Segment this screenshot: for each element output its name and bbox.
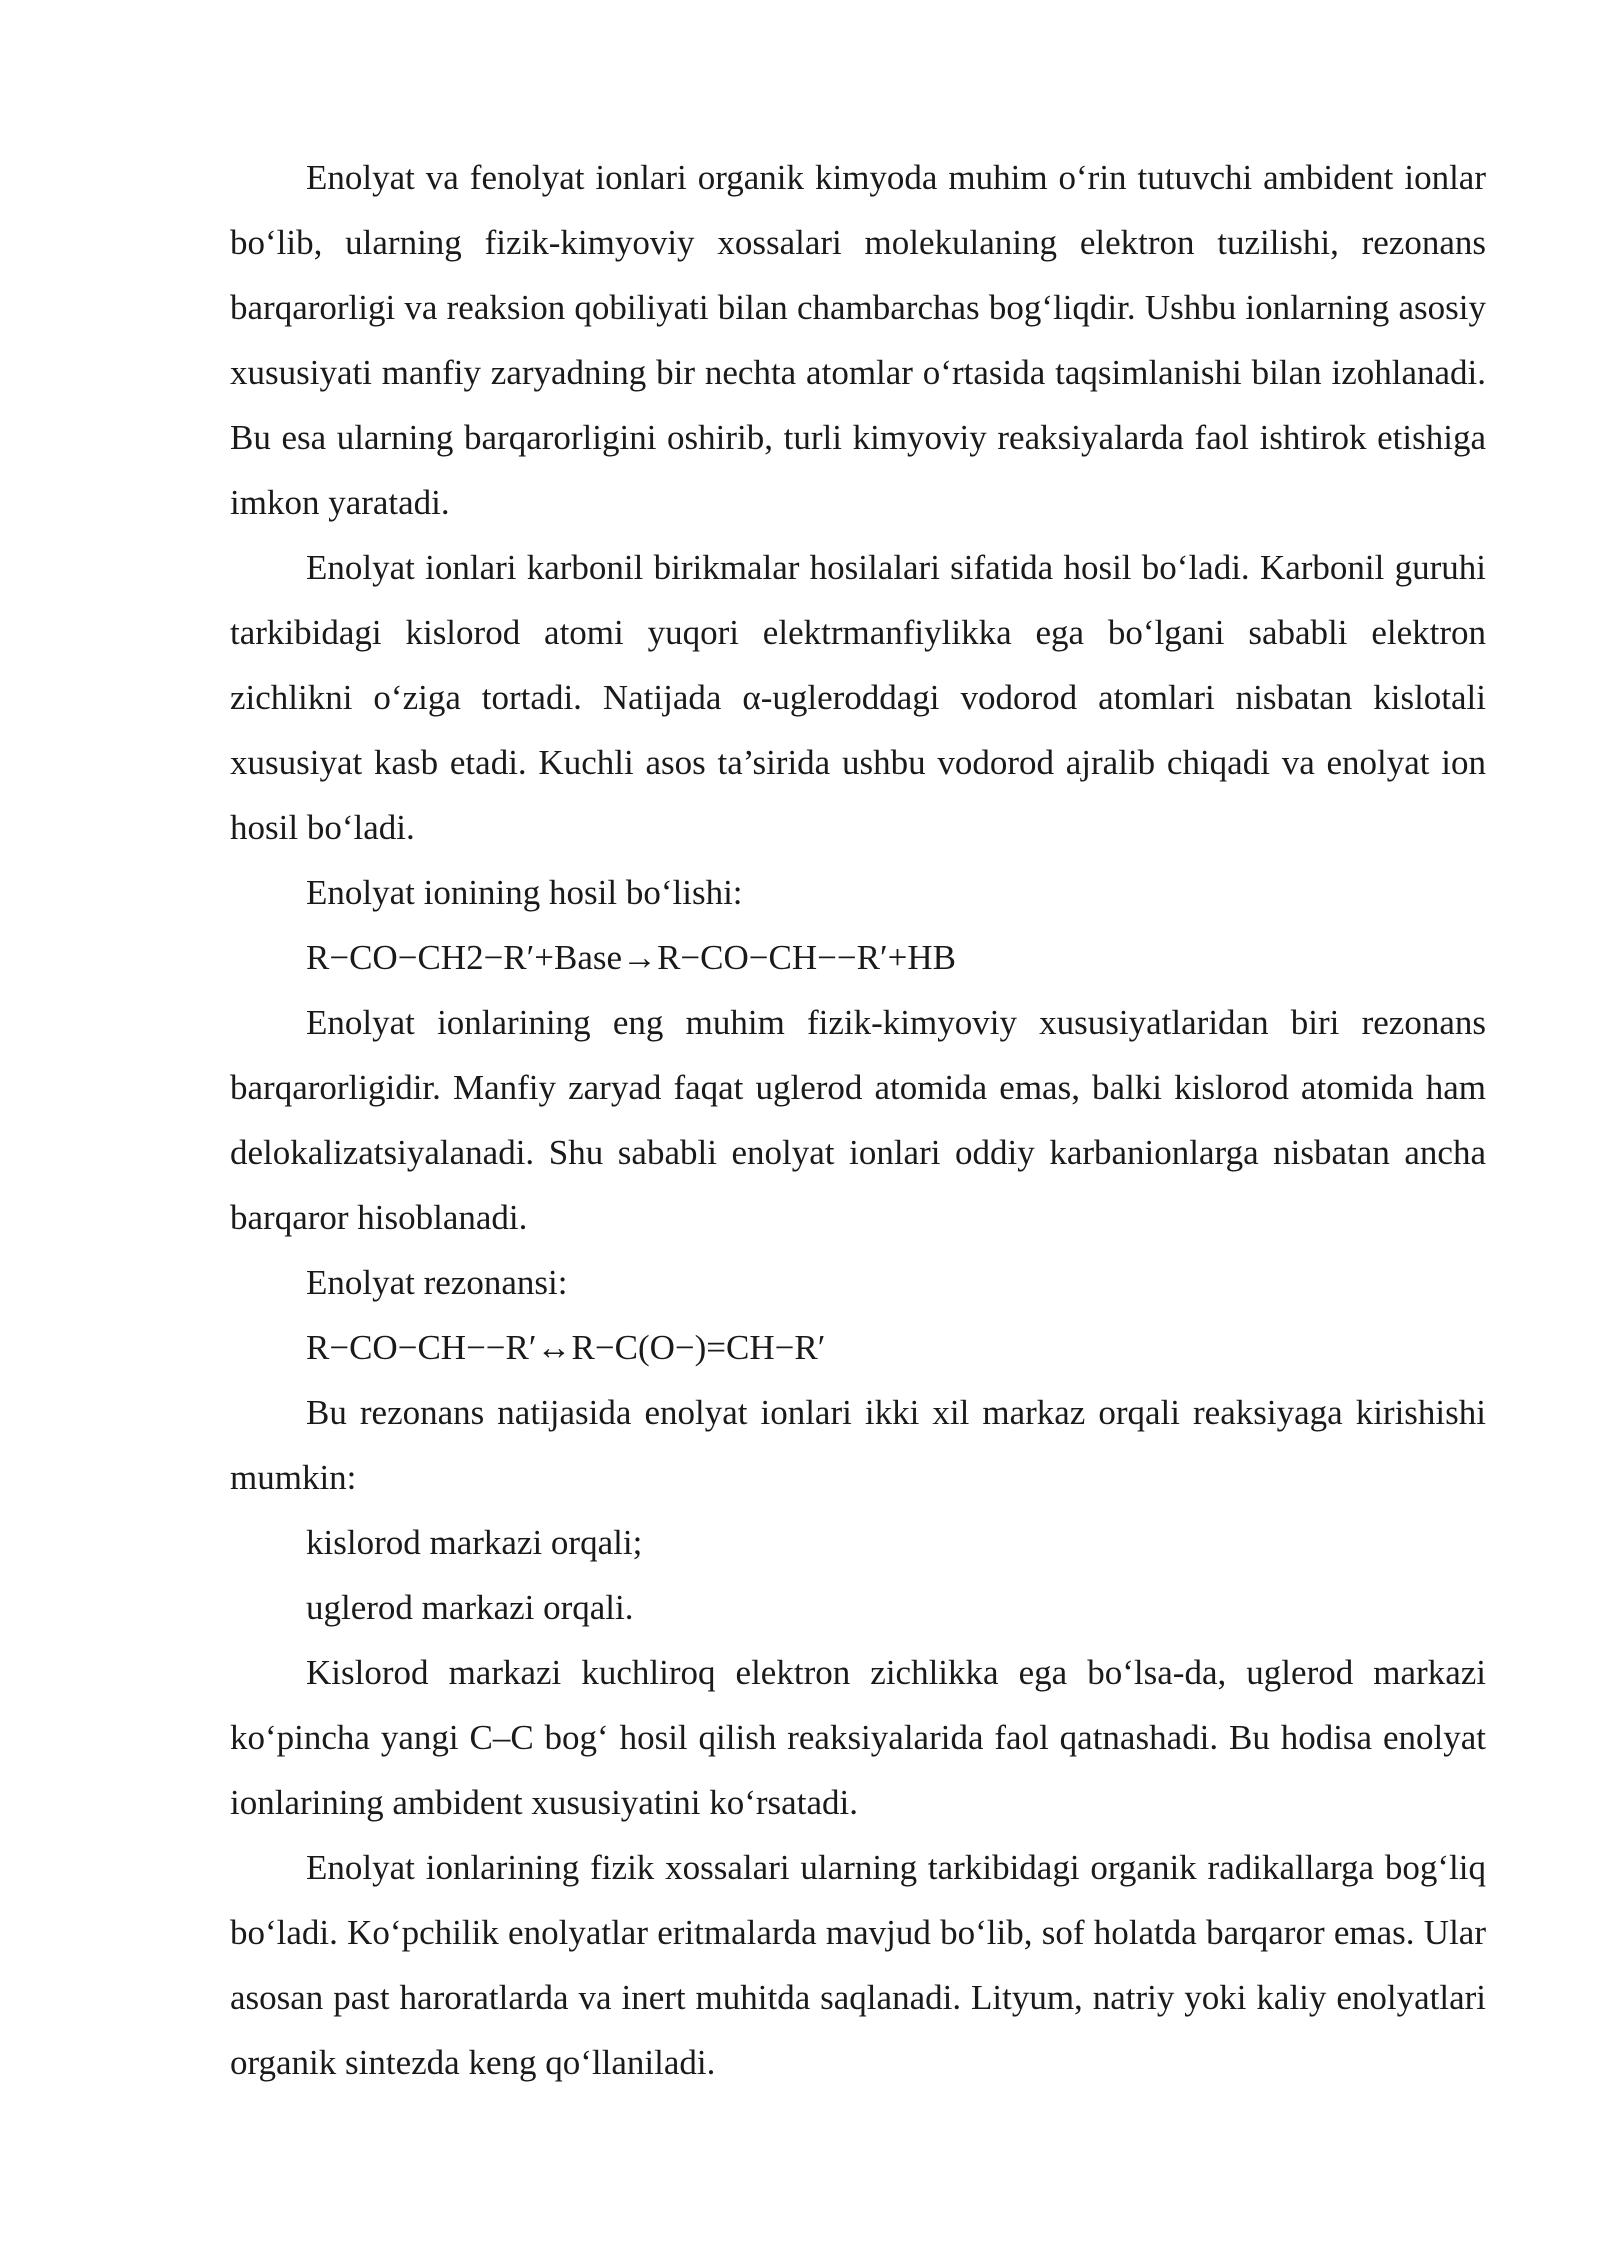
heading-enolate-formation: Enolyat ionining hosil bo‘lishi: [306,873,743,912]
document-body [230,145,1486,2095]
list-item-carbon-center: uglerod markazi orqali. [306,1588,634,1627]
paragraph-physical-properties: Enolyat ionlarining fizik xossalari ularning tarkibidagi organik radikallarga bog‘liq bo‘ladi. Ko‘pchilik enolyatlar eritmalarda mavjud bo‘lib, sof holatda barqaror emas. Ular asosan past haroratlarda va inert muhitda saqlanadi. Lityum, natriy yoki kaliy enolyatlari organik sintezda keng qo‘llaniladi. [230,1848,1486,2082]
paragraph-two-centers: Bu rezonans natijasida enolyat ionlari ikki xil markaz orqali reaksiyaga kirishishi mumkin: [230,1393,1486,1497]
paragraph-intro: Enolyat va fenolyat ionlari organik kimyoda muhim o‘rin tutuvchi ambident ionlar bo‘lib, ularning fizik-kimyoviy xossalari molekulaning elektron tuzilishi, rezonans barqarorligi va reaksion qobiliyati bilan chambarchas bog‘liqdir. Ushbu ionlarning asosiy xususiyati manfiy zaryadning bir nechta atomlar o‘rtasida taqsimlanishi bilan izohlanadi. Bu esa ularning barqarorligini oshirib, turli kimyoviy reaksiyalarda faol ishtirok etishiga imkon yaratadi. [230,158,1486,522]
paragraph-resonance-stability: Enolyat ionlarining eng muhim fizik-kimyoviy xususiyatlaridan biri rezonans barqarorligidir. Manfiy zaryad faqat uglerod atomida emas, balki kislorod atomida ham delokalizatsiyalanadi. Shu sababli enolyat ionlari oddiy karbanionlarga nisbatan ancha barqaror hisoblanadi. [230,1003,1486,1237]
heading-enolate-resonance: Enolyat rezonansi: [306,1263,568,1302]
paragraph-ambident: Kislorod markazi kuchliroq elektron zichlikka ega bo‘lsa-da, uglerod markazi ko‘pincha yangi C–C bog‘ hosil qilish reaksiyalarida faol qatnashadi. Bu hodisa enolyat ionlarining ambident xususiyatini ko‘rsatadi. [230,1653,1486,1822]
list-item-oxygen-center: kislorod markazi orqali; [306,1523,643,1562]
equation-enolate-formation: R−CO−CH2−R′+Base→R−CO−CH−−R′+HB [306,938,956,977]
equation-enolate-resonance: R−CO−CH−−R′↔R−C(O−)=CH−R′ [306,1328,826,1367]
paragraph-enolate-formation: Enolyat ionlari karbonil birikmalar hosilalari sifatida hosil bo‘ladi. Karbonil guruhi tarkibidagi kislorod atomi yuqori elektrmanfiylikka ega bo‘lgani sababli elektron zichlikni o‘ziga tortadi. Natijada α-ugleroddagi vodorod atomlari nisbatan kislotali xususiyat kasb etadi. Kuchli asos ta’sirida ushbu vodorod ajralib chiqadi va enolyat ion hosil bo‘ladi. [230,548,1486,847]
